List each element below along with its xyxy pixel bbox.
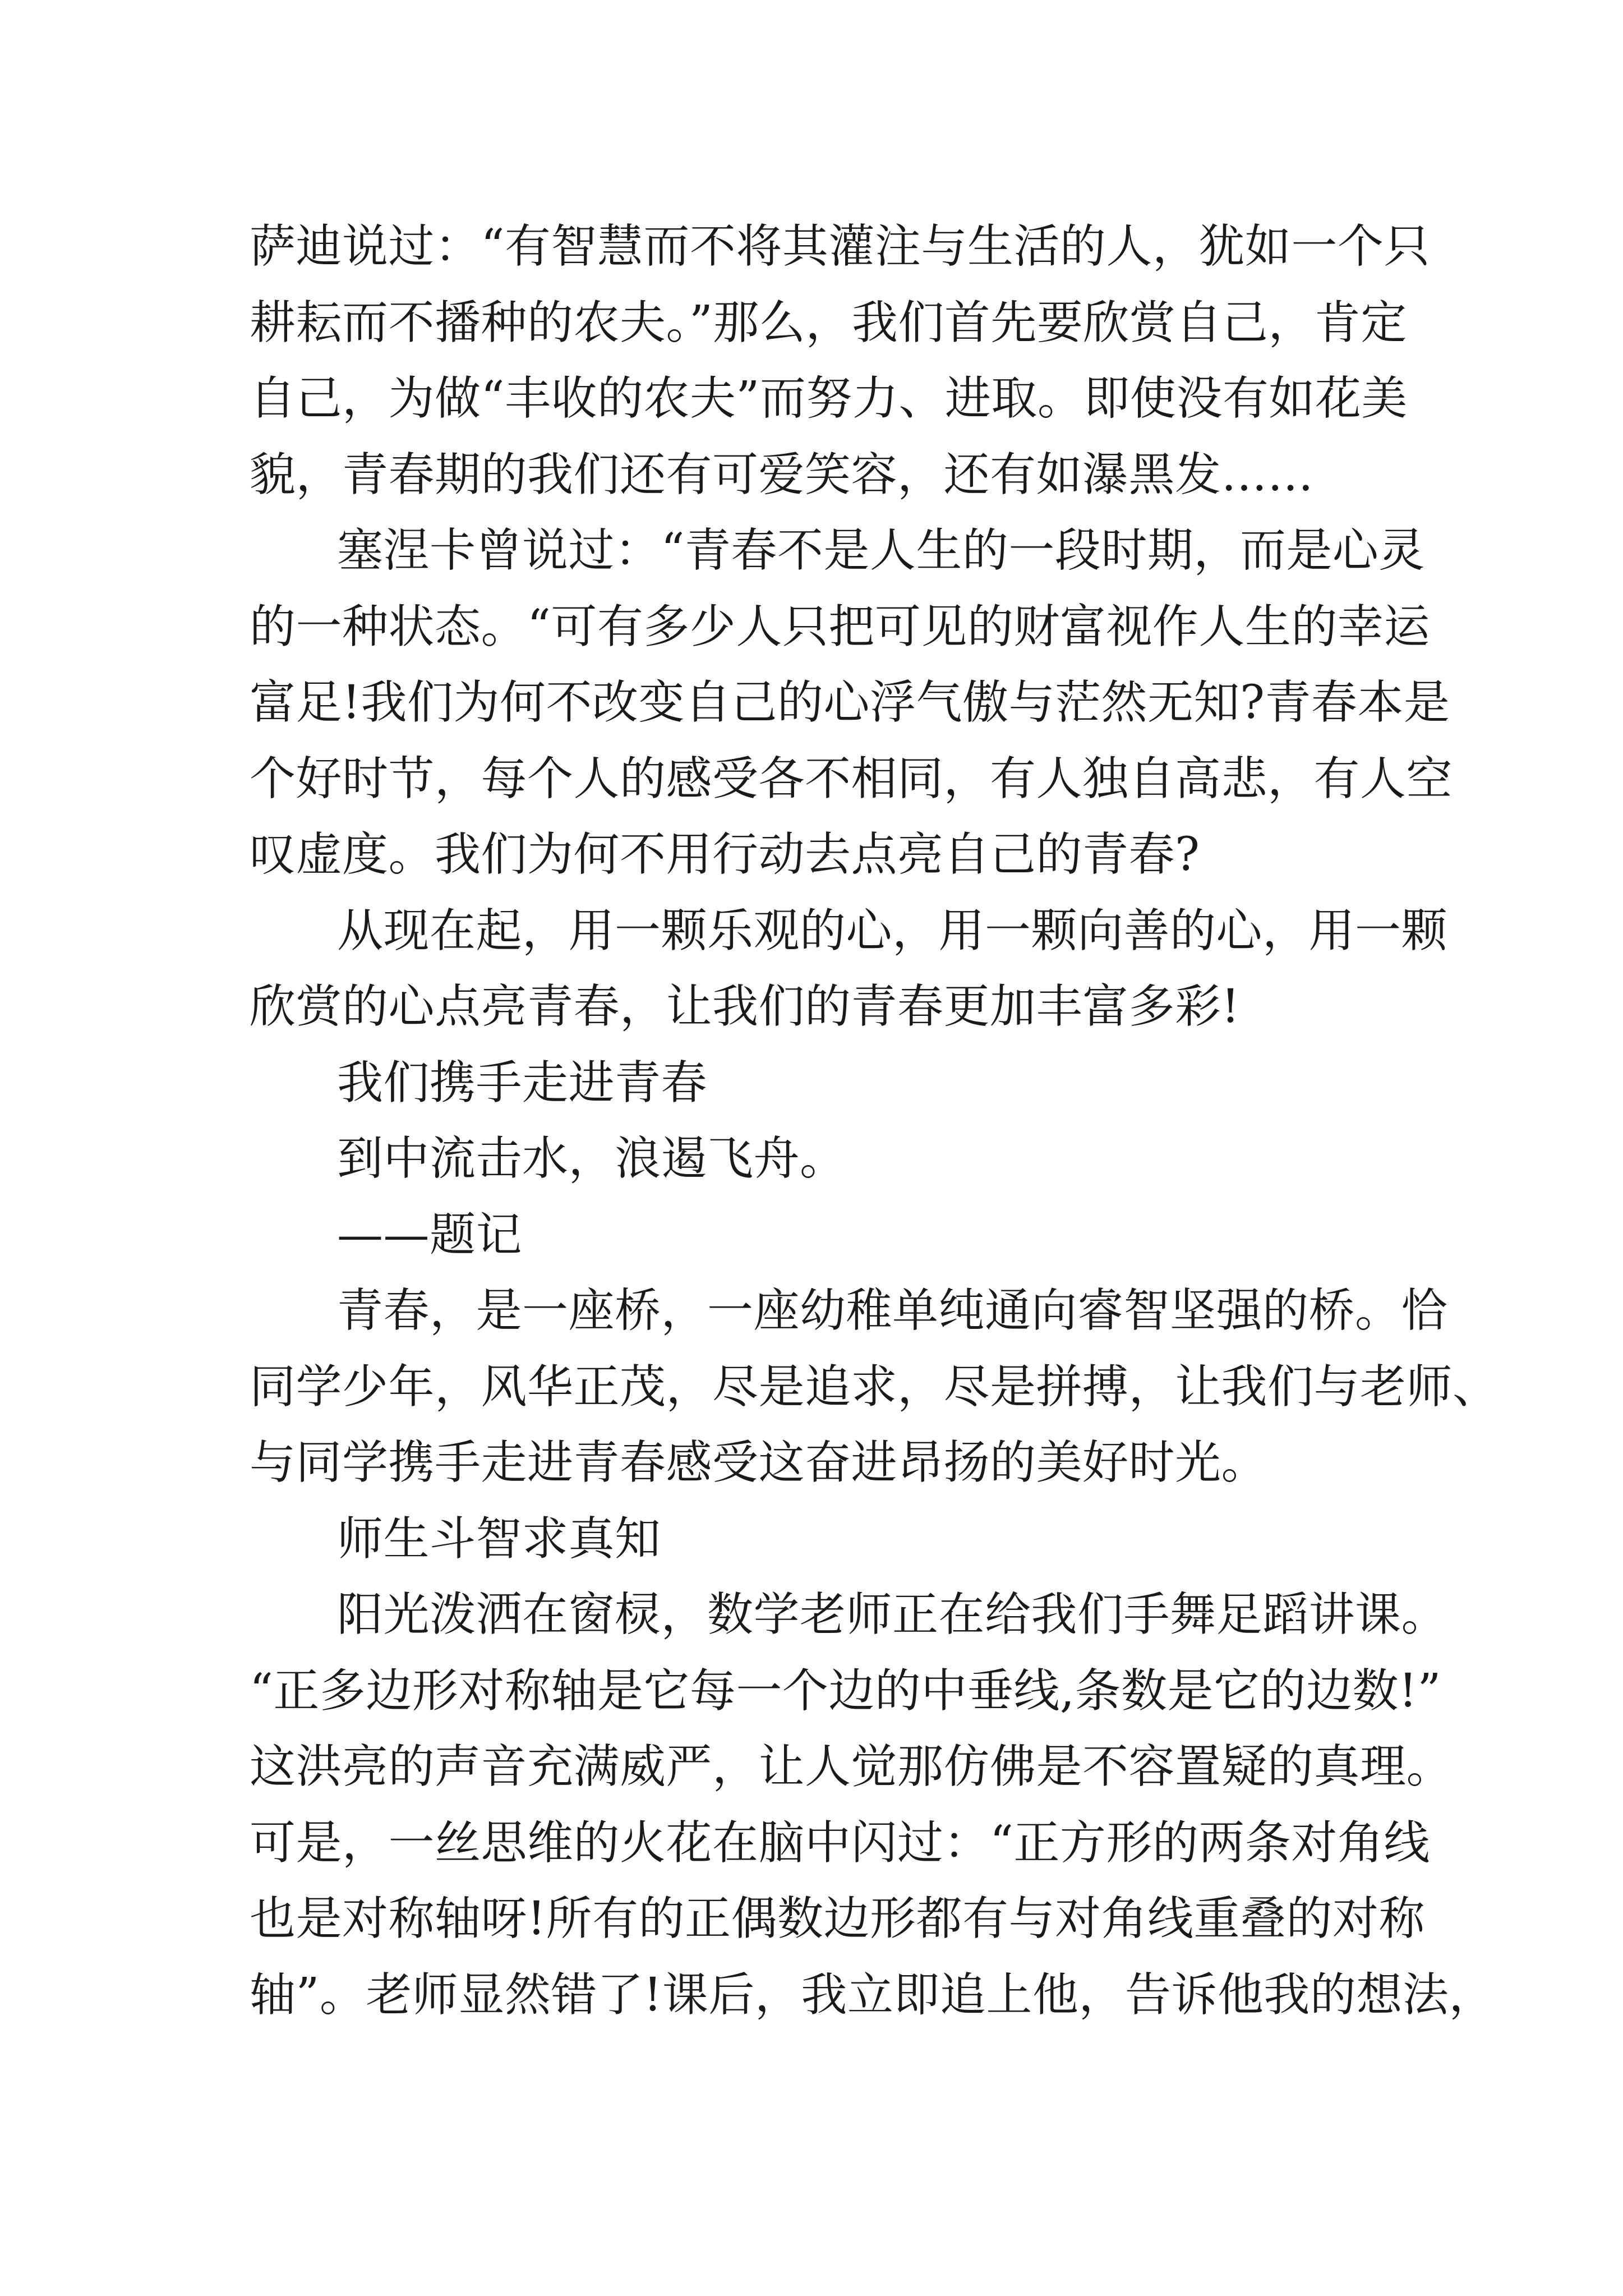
- text-line: 塞涅卡曾说过：“青春不是人生的一段时期，而是心灵: [337, 524, 1425, 577]
- text-line: 个好时节，每个人的感受各不相同，有人独自高悲，有人空: [250, 752, 1453, 806]
- text-line: 耕耘而不播种的农夫。”那么，我们首先要欣赏自己，肯定: [250, 296, 1407, 349]
- text-line: 欣赏的心点亮青春，让我们的青春更加丰富多彩!: [250, 980, 1240, 1033]
- text-line: 貌，青春期的我们还有可爱笑容，还有如瀑黑发……: [250, 448, 1314, 501]
- text-line: 与同学携手走进青春感受这奋进昂扬的美好时光。: [250, 1436, 1268, 1489]
- text-line: 这洪亮的声音充满威严，让人觉那仿佛是不容置疑的真理。: [250, 1740, 1453, 1793]
- text-line: 从现在起，用一颗乐观的心，用一颗向善的心，用一颗: [337, 904, 1448, 958]
- text-line: “正多边形对称轴是它每一个边的中垂线,条数是它的边数!”: [250, 1664, 1441, 1718]
- text-line: 轴”。老师显然错了!课后，我立即追上他，告诉他我的想法，: [250, 1968, 1495, 2022]
- text-line: 青春，是一座桥，一座幼稚单纯通向睿智坚强的桥。恰: [337, 1284, 1448, 1337]
- text-line: 也是对称轴呀!所有的正偶数边形都有与对角线重叠的对称: [250, 1892, 1425, 1945]
- text-line: 叹虚度。我们为何不用行动去点亮自己的青春?: [250, 828, 1200, 881]
- epigraph: 到中流击水，浪遏飞舟。: [337, 1132, 846, 1185]
- section-heading: 我们携手走进青春: [337, 1056, 708, 1110]
- text-line: 可是，一丝思维的火花在脑中闪过：“正方形的两条对角线: [250, 1816, 1430, 1870]
- text-line: 富足!我们为何不改变自己的心浮气傲与茫然无知?青春本是: [250, 676, 1450, 729]
- text-line: 的一种状态。“可有多少人只把可见的财富视作人生的幸运: [250, 600, 1430, 654]
- text-line: 同学少年，风华正茂，尽是追求，尽是拼搏，让我们与老师、: [250, 1360, 1499, 1414]
- text-line: 阳光泼洒在窗棂，数学老师正在给我们手舞足蹈讲课。: [337, 1588, 1448, 1641]
- section-heading: 师生斗智求真知: [337, 1512, 661, 1566]
- text-line: 萨迪说过：“有智慧而不将其灌注与生活的人，犹如一个只: [250, 220, 1430, 273]
- epigraph-attribution: ——题记: [337, 1208, 523, 1262]
- document-page: [250, 209, 1499, 2033]
- text-line: 自己，为做“丰收的农夫”而努力、进取。即使没有如花美: [250, 372, 1408, 425]
